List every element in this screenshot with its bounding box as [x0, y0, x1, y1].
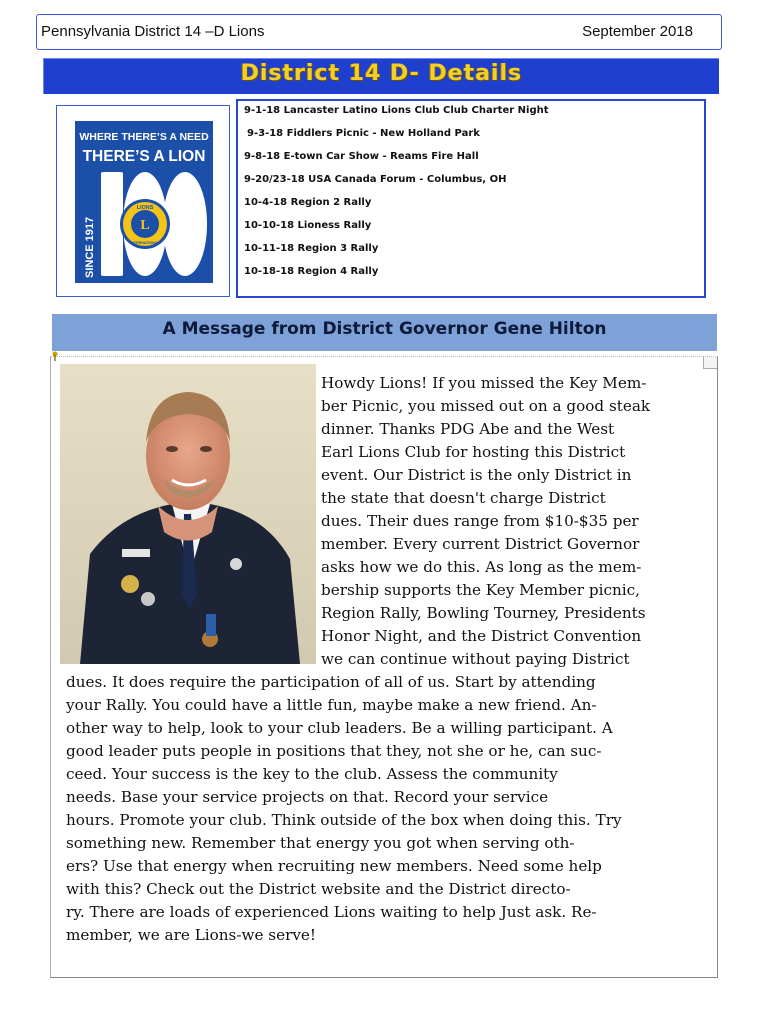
- emblem-bottom-text: INTERNATIONAL: [130, 241, 160, 245]
- logo-since: SINCE 1917: [84, 216, 96, 278]
- article-line: Earl Lions Club for hosting this District: [321, 443, 626, 461]
- article-line: dinner. Thanks PDG Abe and the West: [321, 420, 615, 438]
- article-line: needs. Base your service projects on that. Record your service: [66, 788, 549, 806]
- details-title: District 14 D- Details: [240, 61, 523, 86]
- article-line: with this? Check out the District website and the District directo-: [66, 880, 571, 898]
- article-line: Honor Night, and the District Convention: [321, 627, 642, 645]
- svg-text:L: L: [140, 218, 150, 233]
- article-line: ber Picnic, you missed out on a good steak: [321, 397, 651, 415]
- message-title: A Message from District Governor Gene Hilton: [162, 319, 607, 339]
- newsletter-name: Pennsylvania District 14 –D Lions: [41, 23, 265, 40]
- article-line: Howdy Lions! If you missed the Key Mem-: [321, 374, 647, 392]
- event-item: 10-18-18 Region 4 Rally: [244, 266, 379, 277]
- centennial-logo-graphic: [57, 106, 228, 295]
- article-line: something new. Remember that energy you got when serving oth-: [66, 834, 575, 852]
- article-line: your Rally. You could have a little fun, maybe make a new friend. An-: [66, 696, 597, 714]
- article-line: Region Rally, Bowling Tourney, Presidents: [321, 604, 646, 622]
- page-header: [36, 14, 722, 50]
- article-line: we can continue without paying District: [321, 650, 630, 668]
- page-corner-fold-icon: [703, 357, 717, 369]
- event-item: 9-20/23-18 USA Canada Forum - Columbus, OH: [244, 174, 507, 185]
- article-line: good leader puts people in positions that they, not she or he, can suc-: [66, 742, 602, 760]
- article-line: event. Our District is the only District in: [321, 466, 632, 484]
- article-line: member, we are Lions-we serve!: [66, 926, 317, 944]
- event-item: 9-1-18 Lancaster Latino Lions Club Club Charter Night: [244, 105, 549, 116]
- article-line: dues. Their dues range from $10-$35 per: [321, 512, 639, 530]
- article-line: asks how we do this. As long as the mem-: [321, 558, 642, 576]
- governor-message: [66, 372, 706, 947]
- article-line: hours. Promote your club. Think outside of the box when doing this. Try: [66, 811, 622, 829]
- events-list: [236, 99, 706, 298]
- article-line: dues. It does require the participation of all of us. Start by attending: [66, 673, 596, 691]
- message-title-bar: [52, 314, 717, 351]
- event-item: 10-4-18 Region 2 Rally: [244, 197, 372, 208]
- logo-tagline-2: THERE’S A LION: [82, 148, 206, 165]
- details-title-bar: [43, 58, 719, 94]
- event-item: 10-11-18 Region 3 Rally: [244, 243, 379, 254]
- article-line: bership supports the Key Member picnic,: [321, 581, 640, 599]
- article-line: the state that doesn't charge District: [321, 489, 606, 507]
- issue-date: September 2018: [582, 23, 693, 40]
- event-item: 10-10-18 Lioness Rally: [244, 220, 372, 231]
- event-item: 9-8-18 E-town Car Show - Reams Fire Hall: [244, 151, 479, 162]
- article-line: ers? Use that energy when recruiting new members. Need some help: [66, 857, 602, 875]
- article-line: ry. There are loads of experienced Lions waiting to help Just ask. Re-: [66, 903, 597, 921]
- article-line: member. Every current District Governor: [321, 535, 640, 553]
- article-line: ceed. Your success is the key to the club. Assess the community: [66, 765, 558, 783]
- lions-centennial-logo: [56, 105, 230, 297]
- event-item: 9-3-18 Fiddlers Picnic - New Holland Park: [247, 128, 480, 139]
- emblem-top-text: LIONS: [136, 205, 154, 211]
- logo-tagline-1: WHERE THERE’S A NEED: [79, 131, 209, 143]
- article-line: other way to help, look to your club leaders. Be a willing participant. A: [66, 719, 613, 737]
- anchor-pin-icon: [51, 351, 59, 361]
